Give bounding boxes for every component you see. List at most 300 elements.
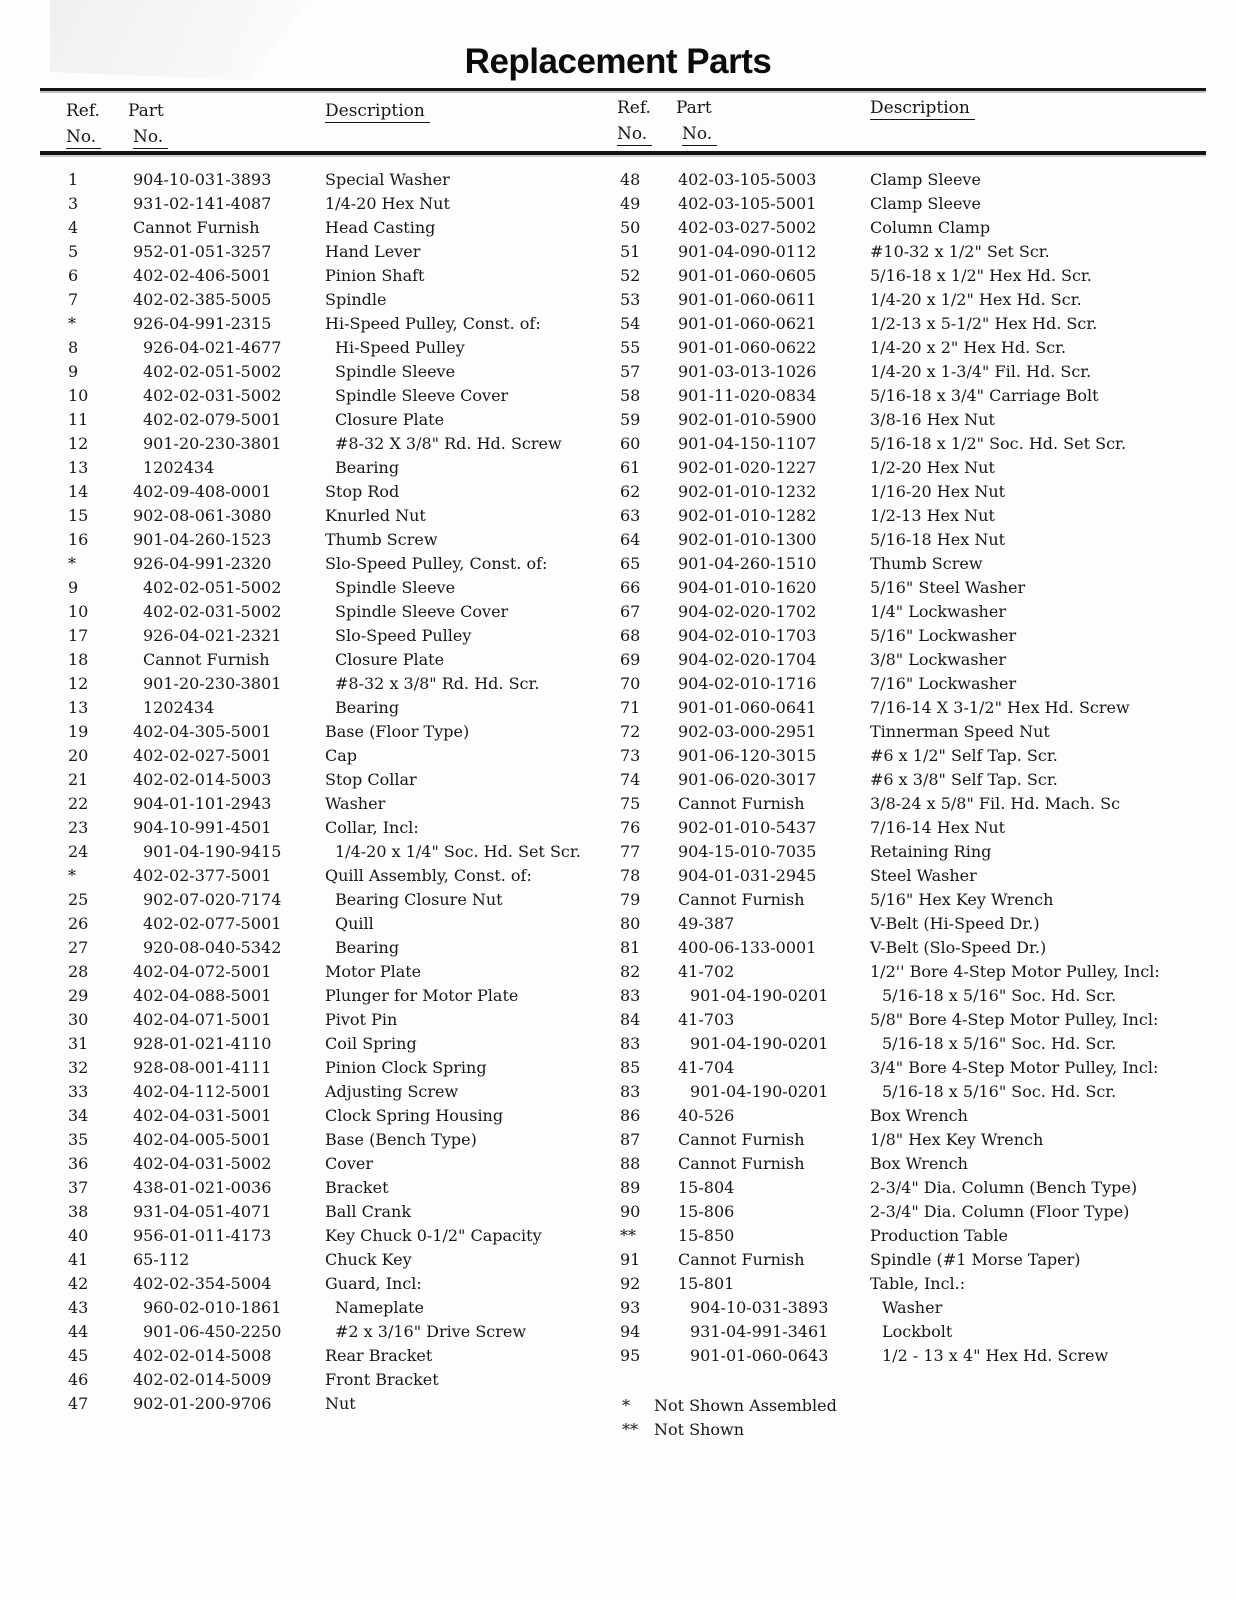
ref-no-cell: 15	[68, 506, 89, 525]
description-cell: Ball Crank	[325, 1202, 412, 1221]
part-no-cell: 902-01-010-5437	[678, 818, 817, 837]
table-row	[612, 1080, 1236, 1104]
part-no-cell: 904-01-010-1620	[678, 578, 817, 597]
description-cell: Head Casting	[325, 218, 436, 237]
description-cell: Quill Assembly, Const. of:	[325, 866, 532, 885]
part-no-cell: 904-10-031-3893	[133, 170, 272, 189]
ref-no-cell: 34	[68, 1106, 89, 1125]
column-header-part: Part	[128, 101, 164, 121]
ref-no-cell: 82	[620, 962, 641, 981]
part-no-cell: 65-112	[133, 1250, 190, 1269]
description-cell: 1/4-20 x 2" Hex Hd. Scr.	[870, 338, 1067, 357]
table-row	[40, 1368, 615, 1392]
ref-no-cell: 19	[68, 722, 89, 741]
table-row	[40, 408, 615, 432]
ref-no-cell: 83	[620, 986, 641, 1005]
ref-no-cell: 69	[620, 650, 641, 669]
ref-no-cell: 88	[620, 1154, 641, 1173]
table-row	[40, 384, 615, 408]
table-row	[40, 600, 615, 624]
description-cell: 3/8-16 Hex Nut	[870, 410, 995, 429]
description-cell: Bracket	[325, 1178, 389, 1197]
part-no-cell: 926-04-021-2321	[143, 626, 282, 645]
ref-no-cell: 33	[68, 1082, 89, 1101]
ref-no-cell: 89	[620, 1178, 641, 1197]
part-no-cell: 904-02-020-1702	[678, 602, 817, 621]
ref-no-cell: 8	[68, 338, 79, 357]
description-cell: 3/4" Bore 4-Step Motor Pulley, Incl:	[870, 1058, 1159, 1077]
table-row	[612, 1176, 1236, 1200]
description-cell: Retaining Ring	[870, 842, 992, 861]
part-no-cell: 402-02-014-5008	[133, 1346, 272, 1365]
description-cell: Front Bracket	[325, 1370, 439, 1389]
part-no-cell: 15-804	[678, 1178, 735, 1197]
table-row	[612, 960, 1236, 984]
part-no-cell: 402-02-385-5005	[133, 290, 272, 309]
description-cell: Nameplate	[335, 1298, 424, 1317]
description-cell: Collar, Incl:	[325, 818, 419, 837]
part-no-cell: 902-01-010-1282	[678, 506, 817, 525]
part-no-cell: 402-02-051-5002	[143, 578, 282, 597]
description-cell: V-Belt (Hi-Speed Dr.)	[870, 914, 1040, 933]
ref-no-cell: 13	[68, 698, 89, 717]
description-cell: Tinnerman Speed Nut	[870, 722, 1050, 741]
ref-no-cell: 13	[68, 458, 89, 477]
ref-no-cell: 26	[68, 914, 89, 933]
ref-no-cell: 20	[68, 746, 89, 765]
part-no-cell: 901-04-190-0201	[690, 1034, 829, 1053]
ref-no-cell: 48	[620, 170, 641, 189]
ref-no-cell: 51	[620, 242, 641, 261]
ref-no-cell: 65	[620, 554, 641, 573]
part-no-cell: 901-06-120-3015	[678, 746, 817, 765]
description-cell: Pinion Clock Spring	[325, 1058, 487, 1077]
description-cell: Rear Bracket	[325, 1346, 433, 1365]
table-row	[40, 192, 615, 216]
table-row	[40, 720, 615, 744]
description-cell: Knurled Nut	[325, 506, 426, 525]
description-cell: 5/16-18 Hex Nut	[870, 530, 1006, 549]
ref-no-cell: 24	[68, 842, 89, 861]
table-row	[40, 240, 615, 264]
description-cell: Adjusting Screw	[325, 1082, 459, 1101]
description-cell: Spindle Sleeve Cover	[335, 602, 509, 621]
ref-no-cell: 46	[68, 1370, 89, 1389]
ref-no-cell: 61	[620, 458, 641, 477]
description-cell: Washer	[882, 1298, 943, 1317]
ref-no-cell: **	[620, 1226, 636, 1245]
ref-no-cell: 85	[620, 1058, 641, 1077]
part-no-cell: 402-02-406-5001	[133, 266, 272, 285]
ref-no-cell: 76	[620, 818, 641, 837]
ref-no-cell: 25	[68, 890, 89, 909]
ref-no-cell: 29	[68, 986, 89, 1005]
table-row	[40, 984, 615, 1008]
part-no-cell: 904-02-010-1703	[678, 626, 817, 645]
table-row	[40, 864, 615, 888]
part-no-cell: 402-02-031-5002	[143, 386, 282, 405]
description-cell: Box Wrench	[870, 1106, 968, 1125]
column-header-ref-no: No.	[617, 124, 652, 146]
page-title: Replacement Parts	[464, 42, 772, 81]
column-header-description: Description	[870, 98, 975, 120]
ref-no-cell: 93	[620, 1298, 641, 1317]
part-no-cell: 904-15-010-7035	[678, 842, 817, 861]
table-row	[612, 1008, 1236, 1032]
table-row	[612, 168, 1236, 192]
table-row	[612, 480, 1236, 504]
ref-no-cell: 42	[68, 1274, 89, 1293]
part-no-cell: 41-704	[678, 1058, 735, 1077]
part-no-cell: 402-03-105-5001	[678, 194, 817, 213]
ref-no-cell: 47	[68, 1394, 89, 1413]
part-no-cell: 902-01-010-5900	[678, 410, 817, 429]
description-cell: #2 x 3/16" Drive Screw	[335, 1322, 527, 1341]
table-row	[40, 528, 615, 552]
table-row	[612, 552, 1236, 576]
part-no-cell: 1202434	[143, 458, 215, 477]
table-row	[612, 696, 1236, 720]
ref-no-cell: 80	[620, 914, 641, 933]
table-row	[40, 312, 615, 336]
footnotes	[612, 1394, 1236, 1442]
table-row	[612, 1320, 1236, 1344]
description-cell: 3/8-24 x 5/8" Fil. Hd. Mach. Sc	[870, 794, 1121, 813]
description-cell: Coil Spring	[325, 1034, 417, 1053]
table-row	[612, 360, 1236, 384]
part-no-cell: Cannot Furnish	[678, 794, 805, 813]
part-no-cell: 952-01-051-3257	[133, 242, 272, 261]
ref-no-cell: 44	[68, 1322, 89, 1341]
part-no-cell: 902-03-000-2951	[678, 722, 817, 741]
table-row	[40, 1344, 615, 1368]
part-no-cell: 901-04-190-0201	[690, 986, 829, 1005]
table-row	[40, 288, 615, 312]
footnote-text: Not Shown	[654, 1420, 745, 1439]
part-no-cell: 402-03-027-5002	[678, 218, 817, 237]
table-row	[40, 936, 615, 960]
part-no-cell: 928-08-001-4111	[133, 1058, 272, 1077]
description-cell: #6 x 1/2" Self Tap. Scr.	[870, 746, 1058, 765]
part-no-cell: 928-01-021-4110	[133, 1034, 272, 1053]
description-cell: Clamp Sleeve	[870, 194, 981, 213]
table-row	[612, 504, 1236, 528]
ref-no-cell: 40	[68, 1226, 89, 1245]
table-row	[612, 1248, 1236, 1272]
ref-no-cell: 27	[68, 938, 89, 957]
part-no-cell: 402-02-079-5001	[143, 410, 282, 429]
ref-no-cell: 35	[68, 1130, 89, 1149]
ref-no-cell: 83	[620, 1034, 641, 1053]
ref-no-cell: 31	[68, 1034, 89, 1053]
ref-no-cell: 94	[620, 1322, 641, 1341]
part-no-cell: 904-01-031-2945	[678, 866, 817, 885]
table-row	[40, 1008, 615, 1032]
table-row	[612, 1152, 1236, 1176]
ref-no-cell: 18	[68, 650, 89, 669]
ref-no-cell: 23	[68, 818, 89, 837]
description-cell: 1/8" Hex Key Wrench	[870, 1130, 1044, 1149]
description-cell: 1/2-13 x 5-1/2" Hex Hd. Scr.	[870, 314, 1098, 333]
table-row	[40, 888, 615, 912]
part-no-cell: 956-01-011-4173	[133, 1226, 272, 1245]
footnote-symbol: *	[622, 1396, 630, 1415]
ref-no-cell: 71	[620, 698, 641, 717]
description-cell: Pivot Pin	[325, 1010, 398, 1029]
column-header-ref-no: No.	[66, 127, 101, 149]
table-row	[40, 480, 615, 504]
table-row	[40, 1320, 615, 1344]
footnote	[612, 1394, 1236, 1418]
description-cell: Guard, Incl:	[325, 1274, 422, 1293]
table-row	[612, 864, 1236, 888]
footnote	[612, 1418, 1236, 1442]
ref-no-cell: *	[68, 314, 76, 333]
ref-no-cell: 10	[68, 386, 89, 405]
description-cell: 1/2'' Bore 4-Step Motor Pulley, Incl:	[870, 962, 1160, 981]
table-row	[40, 1176, 615, 1200]
description-cell: Stop Rod	[325, 482, 400, 501]
description-cell: 5/16-18 x 3/4" Carriage Bolt	[870, 386, 1099, 405]
ref-no-cell: 3	[68, 194, 79, 213]
part-no-cell: 402-03-105-5003	[678, 170, 817, 189]
ref-no-cell: 17	[68, 626, 89, 645]
part-no-cell: 402-02-077-5001	[143, 914, 282, 933]
ref-no-cell: 37	[68, 1178, 89, 1197]
ref-no-cell: 95	[620, 1346, 641, 1365]
part-no-cell: 926-04-021-4677	[143, 338, 282, 357]
part-no-cell: 41-702	[678, 962, 735, 981]
horizontal-rule-header	[40, 151, 1206, 155]
description-cell: 2-3/4" Dia. Column (Floor Type)	[870, 1202, 1130, 1221]
ref-no-cell: 7	[68, 290, 79, 309]
table-row	[612, 336, 1236, 360]
part-no-cell: 15-801	[678, 1274, 735, 1293]
ref-no-cell: 22	[68, 794, 89, 813]
description-cell: Clock Spring Housing	[325, 1106, 504, 1125]
ref-no-cell: 90	[620, 1202, 641, 1221]
description-cell: 1/4-20 Hex Nut	[325, 194, 450, 213]
table-row	[40, 336, 615, 360]
ref-no-cell: 1	[68, 170, 79, 189]
ref-no-cell: 12	[68, 434, 89, 453]
table-row	[40, 456, 615, 480]
part-no-cell: 901-04-190-0201	[690, 1082, 829, 1101]
description-cell: 1/2-13 Hex Nut	[870, 506, 995, 525]
ref-no-cell: 78	[620, 866, 641, 885]
table-row	[40, 1248, 615, 1272]
ref-no-cell: 83	[620, 1082, 641, 1101]
ref-no-cell: 81	[620, 938, 641, 957]
description-cell: Washer	[325, 794, 386, 813]
part-no-cell: 931-02-141-4087	[133, 194, 272, 213]
description-cell: 5/16" Steel Washer	[870, 578, 1026, 597]
table-row	[40, 672, 615, 696]
description-cell: 7/16-14 Hex Nut	[870, 818, 1006, 837]
ref-no-cell: *	[68, 554, 76, 573]
description-cell: Cover	[325, 1154, 374, 1173]
part-no-cell: 902-01-010-1300	[678, 530, 817, 549]
part-no-cell: 904-02-020-1704	[678, 650, 817, 669]
description-cell: 7/16" Lockwasher	[870, 674, 1017, 693]
table-row	[612, 912, 1236, 936]
table-row	[40, 216, 615, 240]
ref-no-cell: 55	[620, 338, 641, 357]
description-cell: Stop Collar	[325, 770, 417, 789]
table-row	[612, 1104, 1236, 1128]
description-cell: 1/2 - 13 x 4" Hex Hd. Screw	[882, 1346, 1109, 1365]
description-cell: Plunger for Motor Plate	[325, 986, 519, 1005]
ref-no-cell: 11	[68, 410, 89, 429]
table-row	[40, 768, 615, 792]
ref-no-cell: 6	[68, 266, 79, 285]
horizontal-rule-top	[40, 88, 1206, 91]
table-row	[612, 1224, 1236, 1248]
part-no-cell: 402-04-071-5001	[133, 1010, 272, 1029]
description-cell: #6 x 3/8" Self Tap. Scr.	[870, 770, 1058, 789]
table-row	[40, 648, 615, 672]
part-no-cell: 901-06-020-3017	[678, 770, 817, 789]
ref-no-cell: 57	[620, 362, 641, 381]
ref-no-cell: 79	[620, 890, 641, 909]
ref-no-cell: 84	[620, 1010, 641, 1029]
part-no-cell: 931-04-991-3461	[690, 1322, 829, 1341]
description-cell: Closure Plate	[335, 410, 445, 429]
ref-no-cell: 54	[620, 314, 641, 333]
table-row	[40, 1296, 615, 1320]
part-no-cell: 402-04-088-5001	[133, 986, 272, 1005]
ref-no-cell: 59	[620, 410, 641, 429]
table-row	[40, 1224, 615, 1248]
part-no-cell: 920-08-040-5342	[143, 938, 282, 957]
ref-no-cell: 14	[68, 482, 89, 501]
ref-no-cell: 75	[620, 794, 641, 813]
part-no-cell: Cannot Furnish	[678, 1130, 805, 1149]
part-no-cell: 402-04-031-5001	[133, 1106, 272, 1125]
table-row	[612, 576, 1236, 600]
part-no-cell: 926-04-991-2315	[133, 314, 272, 333]
table-row	[40, 1392, 615, 1416]
footnote-text: Not Shown Assembled	[654, 1396, 837, 1415]
table-row	[40, 792, 615, 816]
description-cell: Motor Plate	[325, 962, 422, 981]
table-row	[612, 648, 1236, 672]
part-no-cell: 402-02-031-5002	[143, 602, 282, 621]
description-cell: 1/4" Lockwasher	[870, 602, 1006, 621]
part-no-cell: 901-01-060-0621	[678, 314, 817, 333]
description-cell: Hi-Speed Pulley, Const. of:	[325, 314, 541, 333]
description-cell: Slo-Speed Pulley	[335, 626, 472, 645]
part-no-cell: 402-04-072-5001	[133, 962, 272, 981]
table-row	[612, 600, 1236, 624]
part-no-cell: 402-02-051-5002	[143, 362, 282, 381]
description-cell: 5/16-18 x 5/16" Soc. Hd. Scr.	[882, 1034, 1117, 1053]
description-cell: Spindle (#1 Morse Taper)	[870, 1250, 1081, 1269]
table-row	[40, 552, 615, 576]
ref-no-cell: 41	[68, 1250, 89, 1269]
part-no-cell: Cannot Furnish	[133, 218, 260, 237]
part-no-cell: 901-20-230-3801	[143, 674, 282, 693]
ref-no-cell: 10	[68, 602, 89, 621]
table-row	[40, 624, 615, 648]
part-no-cell: 926-04-991-2320	[133, 554, 272, 573]
ref-no-cell: 74	[620, 770, 641, 789]
table-row	[40, 432, 615, 456]
table-row	[40, 744, 615, 768]
description-cell: 1/4-20 x 1/4" Soc. Hd. Set Scr.	[335, 842, 581, 861]
table-row	[612, 720, 1236, 744]
ref-no-cell: 77	[620, 842, 641, 861]
table-row	[40, 1056, 615, 1080]
part-no-cell: 902-08-061-3080	[133, 506, 272, 525]
description-cell: 1/4-20 x 1/2" Hex Hd. Scr.	[870, 290, 1082, 309]
description-cell: 5/16-18 x 1/2" Soc. Hd. Set Scr.	[870, 434, 1127, 453]
part-no-cell: 402-04-305-5001	[133, 722, 272, 741]
ref-no-cell: 4	[68, 218, 79, 237]
table-row	[612, 384, 1236, 408]
table-row	[40, 1272, 615, 1296]
description-cell: Bearing	[335, 698, 400, 717]
part-no-cell: 402-02-027-5001	[133, 746, 272, 765]
part-no-cell: 901-04-260-1510	[678, 554, 817, 573]
description-cell: #8-32 x 3/8" Rd. Hd. Scr.	[335, 674, 540, 693]
description-cell: Cap	[325, 746, 358, 765]
description-cell: Box Wrench	[870, 1154, 968, 1173]
ref-no-cell: 67	[620, 602, 641, 621]
table-row	[40, 1032, 615, 1056]
table-row	[612, 216, 1236, 240]
table-row	[612, 1056, 1236, 1080]
table-row	[612, 624, 1236, 648]
table-row	[40, 360, 615, 384]
part-no-cell: 15-850	[678, 1226, 735, 1245]
table-row	[40, 816, 615, 840]
column-header-part-no: No.	[133, 127, 168, 149]
part-no-cell: Cannot Furnish	[678, 890, 805, 909]
table-row	[612, 192, 1236, 216]
table-row	[612, 744, 1236, 768]
description-cell: V-Belt (Slo-Speed Dr.)	[870, 938, 1047, 957]
description-cell: Clamp Sleeve	[870, 170, 981, 189]
part-no-cell: 400-06-133-0001	[678, 938, 817, 957]
table-row	[40, 504, 615, 528]
parts-table-left-column	[40, 168, 615, 1416]
table-row	[612, 672, 1236, 696]
description-cell: Bearing	[335, 458, 400, 477]
table-row	[612, 1344, 1236, 1368]
parts-table-right-column	[612, 168, 1236, 1442]
table-row	[612, 312, 1236, 336]
description-cell: Chuck Key	[325, 1250, 412, 1269]
description-cell: Production Table	[870, 1226, 1008, 1245]
description-cell: 3/8" Lockwasher	[870, 650, 1006, 669]
table-row	[40, 1152, 615, 1176]
part-no-cell: 902-01-020-1227	[678, 458, 817, 477]
description-cell: Bearing Closure Nut	[335, 890, 503, 909]
description-cell: Base (Floor Type)	[325, 722, 470, 741]
description-cell: Bearing	[335, 938, 400, 957]
part-no-cell: 904-01-101-2943	[133, 794, 272, 813]
table-row	[612, 984, 1236, 1008]
part-no-cell: 901-04-150-1107	[678, 434, 817, 453]
table-row	[612, 1272, 1236, 1296]
table-row	[612, 888, 1236, 912]
part-no-cell: 901-04-090-0112	[678, 242, 817, 261]
ref-no-cell: 70	[620, 674, 641, 693]
part-no-cell: 402-02-354-5004	[133, 1274, 272, 1293]
ref-no-cell: 5	[68, 242, 79, 261]
description-cell: Thumb Screw	[325, 530, 438, 549]
